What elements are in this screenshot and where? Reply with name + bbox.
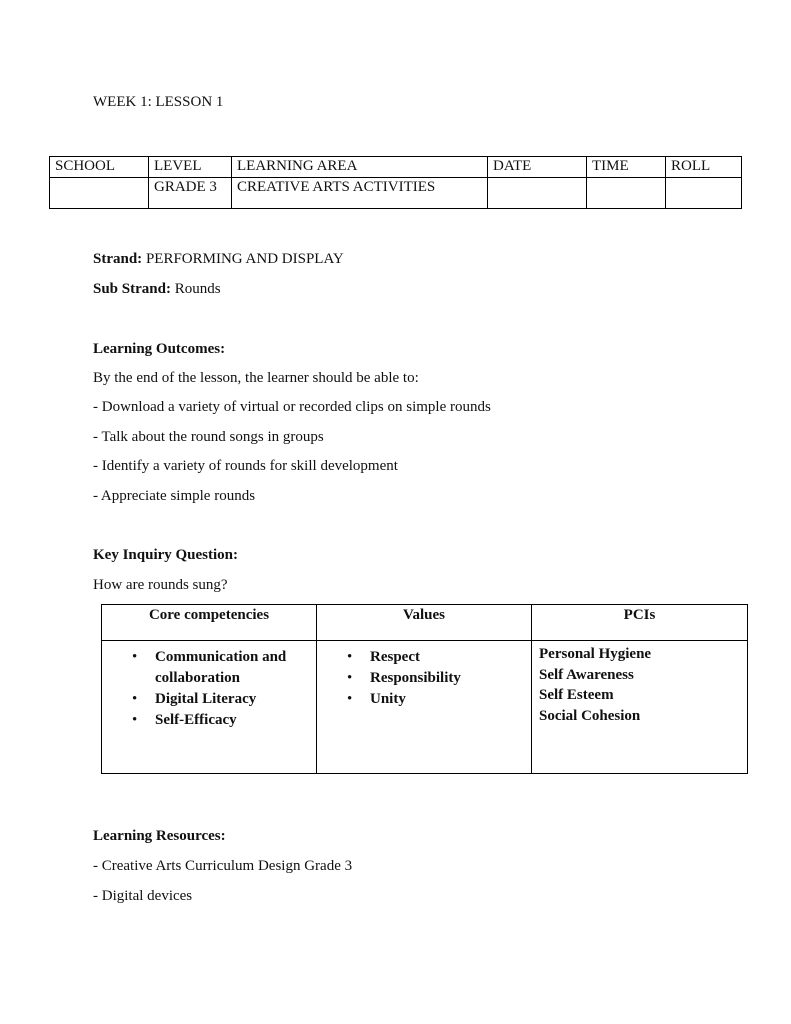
list-item: • Self-Efficacy — [102, 710, 316, 731]
list-item: Personal Hygiene — [539, 646, 652, 662]
inquiry-question: How are rounds sung? — [93, 577, 228, 593]
values-list — [317, 647, 531, 710]
list-item: Self Esteem — [539, 687, 614, 703]
learning-resource-item: - Digital devices — [93, 888, 193, 904]
header-cell-level: GRADE 3 — [149, 178, 232, 209]
strand-value: PERFORMING AND DISPLAY — [145, 251, 344, 267]
core-competencies-cell — [102, 641, 317, 774]
pcis-header: PCIs — [532, 605, 748, 641]
header-table — [49, 156, 742, 209]
strand-line — [93, 250, 344, 268]
list-item: • Unity — [317, 689, 531, 710]
sub-strand-label: Sub Strand: — [93, 281, 171, 297]
core-competencies-header: Core competencies — [102, 605, 317, 641]
pcis-cell — [532, 641, 748, 774]
page-title: WEEK 1: LESSON 1 — [93, 94, 224, 110]
learning-resource-item: - Creative Arts Curriculum Design Grade 3 — [93, 858, 353, 874]
list-item: • Respect — [317, 647, 531, 668]
list-item: • Responsibility — [317, 668, 531, 689]
strand-label: Strand: — [93, 251, 143, 267]
header-col-date: DATE — [488, 157, 587, 178]
header-cell-date — [488, 178, 587, 209]
learning-outcome-item: - Talk about the round songs in groups — [93, 429, 324, 445]
header-col-time: TIME — [587, 157, 666, 178]
header-cell-time — [587, 178, 666, 209]
core-competencies-list — [102, 647, 316, 731]
learning-resources-heading: Learning Resources: — [93, 828, 226, 844]
sub-strand-line — [93, 280, 221, 298]
inquiry-heading: Key Inquiry Question: — [93, 547, 239, 563]
header-col-learning-area: LEARNING AREA — [232, 157, 488, 178]
values-cell — [317, 641, 532, 774]
list-item: • Communication and collaboration — [102, 647, 316, 689]
learning-outcomes-intro: By the end of the lesson, the learner should be able to: — [93, 370, 419, 386]
header-cell-school — [50, 178, 149, 209]
values-header: Values — [317, 605, 532, 641]
learning-outcomes-heading: Learning Outcomes: — [93, 341, 226, 357]
learning-outcome-item: - Download a variety of virtual or recorded clips on simple rounds — [93, 399, 491, 415]
list-item: • Digital Literacy — [102, 689, 316, 710]
list-item: Social Cohesion — [539, 707, 641, 724]
list-item: Self Awareness — [539, 666, 634, 683]
learning-outcome-item: - Identify a variety of rounds for skill development — [93, 458, 398, 474]
sub-strand-value: Rounds — [174, 281, 221, 297]
header-cell-roll — [666, 178, 742, 209]
header-cell-learning-area: CREATIVE ARTS ACTIVITIES — [232, 178, 488, 209]
header-col-school: SCHOOL — [50, 157, 149, 178]
competency-table — [101, 604, 748, 774]
learning-outcome-item: - Appreciate simple rounds — [93, 488, 256, 504]
header-col-level: LEVEL — [149, 157, 232, 178]
header-col-roll: ROLL — [666, 157, 742, 178]
